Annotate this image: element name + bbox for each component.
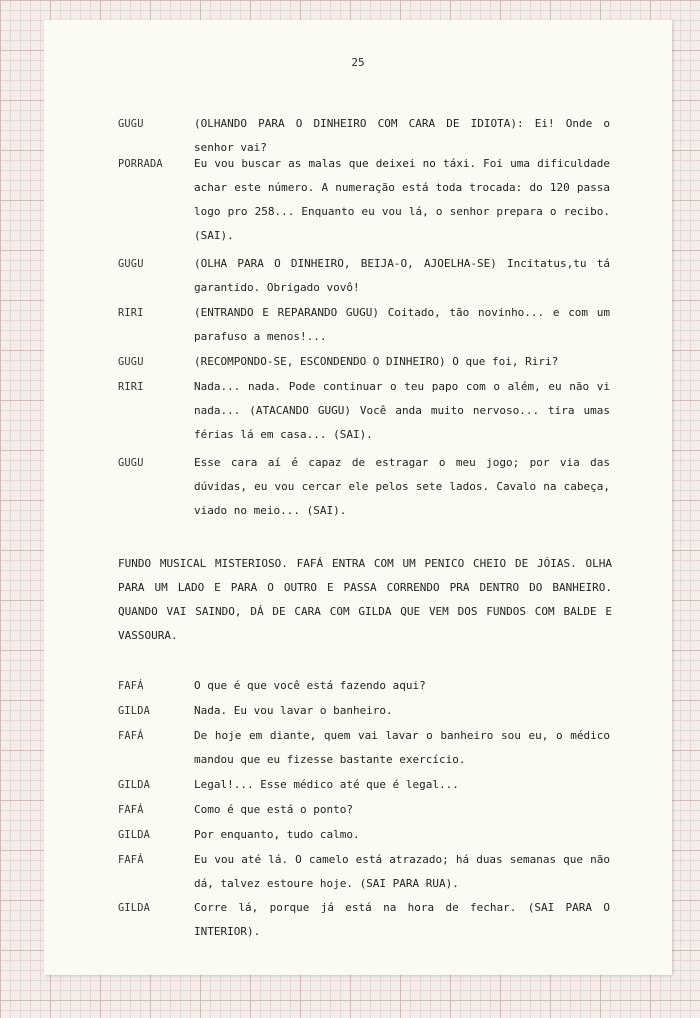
dialogue-text: (OLHANDO PARA O DINHEIRO COM CARA DE IDIOTA): Ei! Onde o senhor vai? bbox=[194, 117, 610, 154]
dialogue-text: Como é que está o ponto? bbox=[194, 803, 353, 816]
dialogue-text: Por enquanto, tudo calmo. bbox=[194, 828, 360, 841]
speaker-name: FAFÁ bbox=[118, 804, 144, 816]
speaker-name: GILDA bbox=[118, 902, 150, 914]
dialogue-text: (OLHA PARA O DINHEIRO, BEIJA-O, AJOELHA-SE) Incitatus,tu tá garantido. Obrigado vovô! bbox=[194, 257, 610, 294]
stage-direction: FUNDO MUSICAL MISTERIOSO. FAFÁ ENTRA COM UM PENICO CHEIO DE JÓIAS. OLHA PARA UM LADO E PARA O OUTRO E PASSA CORRENDO PRA DENTRO DO BANHEIRO. QUANDO VAI SAINDO, DÁ DE CARA COM GILDA QUE VEM DOS FUNDOS COM BALDE E VASSOURA. bbox=[118, 557, 612, 642]
speaker-name: FAFÁ bbox=[118, 730, 144, 742]
speaker-name: GUGU bbox=[118, 258, 144, 270]
speaker-name: GILDA bbox=[118, 705, 150, 717]
dialogue-text: Eu vou até lá. O camelo está atrazado; há duas semanas que não dá, talvez estoure hoje. (SAI PARA RUA). bbox=[194, 853, 610, 890]
speaker-name: RIRI bbox=[118, 381, 144, 393]
speaker-name: GUGU bbox=[118, 457, 144, 469]
dialogue-text: De hoje em diante, quem vai lavar o banheiro sou eu, o médico mandou que eu fizesse bastante exercício. bbox=[194, 729, 610, 766]
speaker-name: GUGU bbox=[118, 118, 144, 130]
dialogue-text: O que é que você está fazendo aqui? bbox=[194, 679, 426, 692]
speaker-name: GILDA bbox=[118, 779, 150, 791]
dialogue-text: (RECOMPONDO-SE, ESCONDENDO O DINHEIRO) O que foi, Riri? bbox=[194, 355, 559, 368]
page-number: 25 bbox=[351, 56, 365, 69]
script-page bbox=[44, 20, 672, 975]
dialogue-text: Nada... nada. Pode continuar o teu papo com o além, eu não vi nada... (ATACANDO GUGU) Você anda muito nervoso... tira umas férias lá em casa... (SAI). bbox=[194, 380, 610, 441]
speaker-name: RIRI bbox=[118, 307, 144, 319]
speaker-name: PORRADA bbox=[118, 158, 163, 170]
speaker-name: GILDA bbox=[118, 829, 150, 841]
dialogue-text: Corre lá, porque já está na hora de fechar. (SAI PARA O INTERIOR). bbox=[194, 901, 610, 938]
dialogue-text: (ENTRANDO E REPARANDO GUGU) Coitado, tão novinho... e com um parafuso a menos!... bbox=[194, 306, 610, 343]
dialogue-text: Esse cara aí é capaz de estragar o meu jogo; por via das dúvidas, eu vou cercar ele pelos sete lados. Cavalo na cabeça, viado no meio... (SAI). bbox=[194, 456, 610, 517]
dialogue-text: Legal!... Esse médico até que é legal... bbox=[194, 778, 459, 791]
speaker-name: FAFÁ bbox=[118, 854, 144, 866]
dialogue-text: Nada. Eu vou lavar o banheiro. bbox=[194, 704, 393, 717]
dialogue-text: Eu vou buscar as malas que deixei no táxi. Foi uma dificuldade achar este número. A numeração está toda trocada: do 120 passa logo pro 258... Enquanto eu vou lá, o senhor prepara o recibo. (SAI). bbox=[194, 157, 610, 242]
speaker-name: GUGU bbox=[118, 356, 144, 368]
speaker-name: FAFÁ bbox=[118, 680, 144, 692]
